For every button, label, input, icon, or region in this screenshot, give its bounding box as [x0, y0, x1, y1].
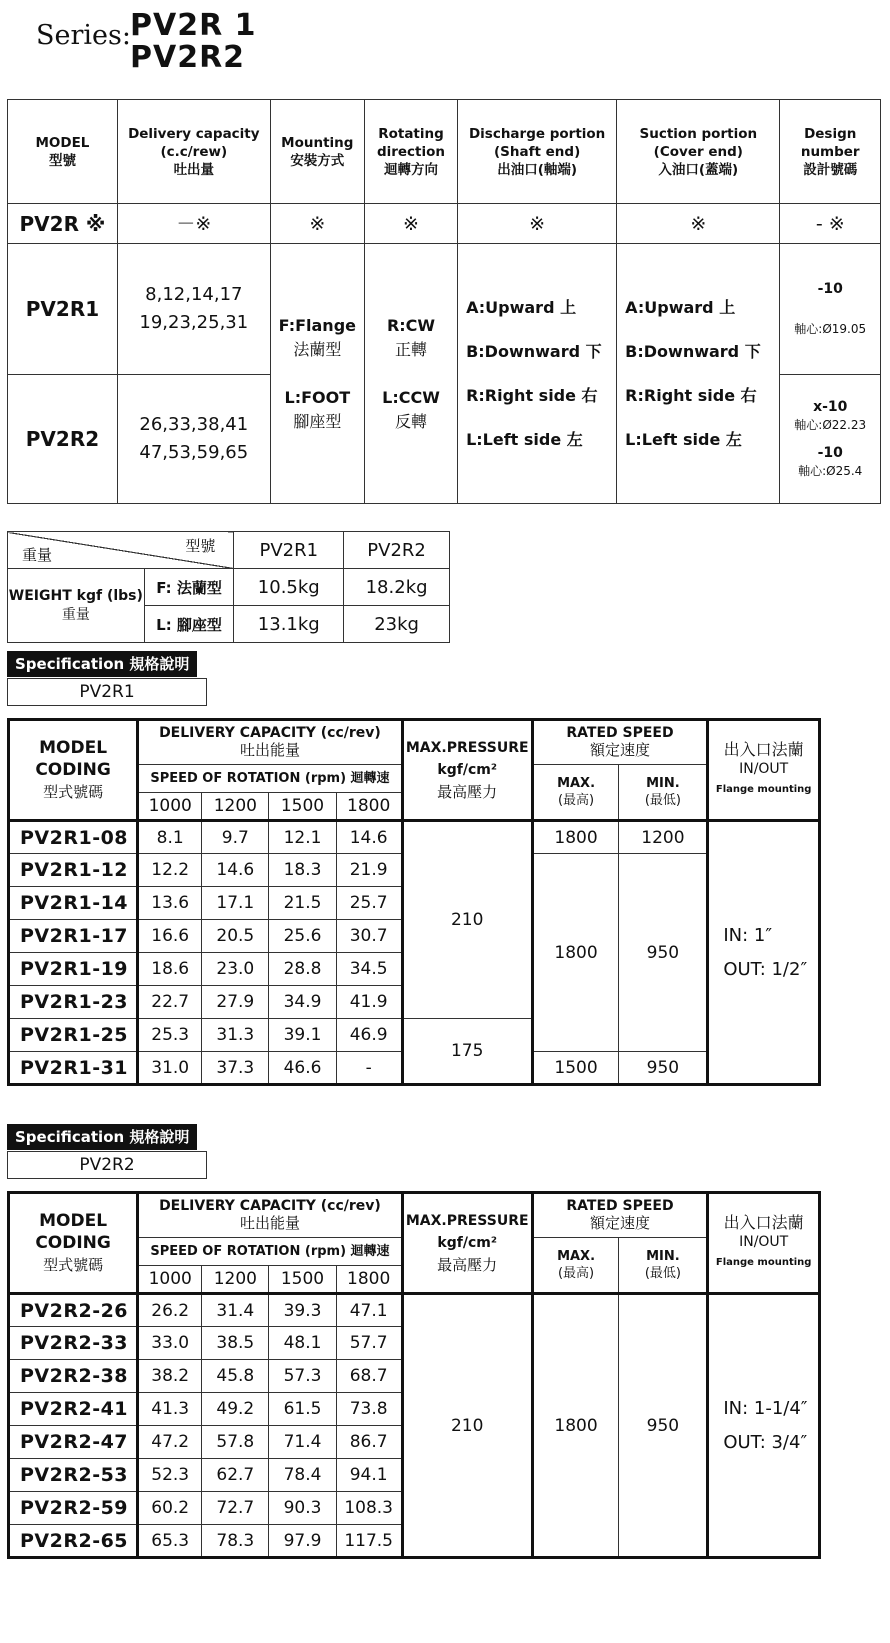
code-pattern-mounting: ※ [270, 204, 364, 244]
spec-value: 39.3 [269, 1294, 336, 1327]
code-pattern-rotation: ※ [364, 204, 457, 244]
spec-value: 52.3 [138, 1459, 202, 1492]
spec-header-max: MAX. (最高) [532, 1238, 619, 1294]
spec-speed-1200: 1200 [202, 1266, 269, 1294]
spec-value: 86.7 [336, 1426, 402, 1459]
table-row [9, 1294, 820, 1327]
weight-type-foot: L: 腳座型 [144, 606, 234, 643]
spec-model: PV2R2-33 [9, 1327, 138, 1360]
spec-flange-mounting: IN: 1-1/4″ OUT: 3/4″ [708, 1294, 820, 1558]
pv2r2-capacity: 26,33,38,41 47,53,59,65 [117, 375, 270, 504]
spec-value: 45.8 [202, 1360, 269, 1393]
code-pattern-row [8, 204, 881, 244]
spec-value: 25.7 [336, 887, 402, 920]
spec-value: 68.7 [336, 1360, 402, 1393]
weight-type-flange: F: 法蘭型 [144, 569, 234, 606]
spec-model: PV2R1-12 [9, 854, 138, 887]
spec-speed-1800: 1800 [336, 1266, 402, 1294]
spec-model: PV2R1-19 [9, 953, 138, 986]
spec-value: 17.1 [202, 887, 269, 920]
spec-speed-1000: 1000 [138, 793, 202, 821]
spec-value: 21.9 [336, 854, 402, 887]
spec-value: 49.2 [202, 1393, 269, 1426]
spec-model: PV2R2-41 [9, 1393, 138, 1426]
spec-value: 30.7 [336, 920, 402, 953]
spec-value: 57.3 [269, 1360, 336, 1393]
spec-min-speed: 950 [619, 854, 708, 1052]
spec-value: 27.9 [202, 986, 269, 1019]
spec-value: 8.1 [138, 821, 202, 854]
spec-table-pv2r2 [7, 1191, 821, 1559]
spec-value: 12.1 [269, 821, 336, 854]
spec-value: 57.7 [336, 1327, 402, 1360]
spec-subtitle-pv2r2: PV2R2 [7, 1151, 207, 1179]
spec-speed-1800: 1800 [336, 793, 402, 821]
spec-header-min: MIN. (最低) [619, 765, 708, 821]
model-code-table [7, 99, 881, 504]
header-design-number: Design number 設計號碼 [780, 100, 881, 204]
spec-value: 78.4 [269, 1459, 336, 1492]
spec-value: 41.3 [138, 1393, 202, 1426]
code-pattern-suction: ※ [617, 204, 780, 244]
spec-max-speed: 1800 [532, 821, 619, 854]
spec-value: 20.5 [202, 920, 269, 953]
spec-value: 38.5 [202, 1327, 269, 1360]
spec-value: 34.5 [336, 953, 402, 986]
spec-header-speed-of-rotation: SPEED OF ROTATION (rpm) 迴轉速 [138, 765, 403, 793]
weight-col-pv2r1: PV2R1 [234, 532, 344, 569]
spec-header-min: MIN. (最低) [619, 1238, 708, 1294]
spec-min-speed: 950 [619, 1052, 708, 1085]
rotation-options: R:CW 正轉 L:CCW 反轉 [364, 244, 457, 504]
spec-value: 97.9 [269, 1525, 336, 1558]
spec-value: 39.1 [269, 1019, 336, 1052]
spec-value: 31.4 [202, 1294, 269, 1327]
spec-value: 18.6 [138, 953, 202, 986]
spec-value: 46.6 [269, 1052, 336, 1085]
spec-header-rated-speed: RATED SPEED 額定速度 [532, 1193, 708, 1238]
spec-speed-1500: 1500 [269, 793, 336, 821]
spec-value: 9.7 [202, 821, 269, 854]
spec-header-flange: 出入口法蘭 IN/OUT Flange mounting [708, 1193, 820, 1294]
header-model: MODEL 型號 [8, 100, 118, 204]
spec-max-speed: 1800 [532, 1294, 619, 1558]
spec-value: 33.0 [138, 1327, 202, 1360]
spec-header-max: MAX. (最高) [532, 765, 619, 821]
weight-col-pv2r2: PV2R2 [344, 532, 450, 569]
spec-model: PV2R2-65 [9, 1525, 138, 1558]
spec-header-rated-speed: RATED SPEED 額定速度 [532, 720, 708, 765]
spec-model: PV2R1-14 [9, 887, 138, 920]
spec-value: 31.0 [138, 1052, 202, 1085]
header-mounting: Mounting 安裝方式 [270, 100, 364, 204]
weight-value: 13.1kg [234, 606, 344, 643]
spec-value: - [336, 1052, 402, 1085]
spec-value: 41.9 [336, 986, 402, 1019]
code-pattern-capacity: －※ [117, 204, 270, 244]
spec-value: 16.6 [138, 920, 202, 953]
spec-value: 78.3 [202, 1525, 269, 1558]
spec-value: 48.1 [269, 1327, 336, 1360]
spec-model: PV2R2-59 [9, 1492, 138, 1525]
spec-pressure-175: 175 [402, 1019, 532, 1085]
spec-value: 38.2 [138, 1360, 202, 1393]
pv2r2-design-number: x-10 軸心:Ø22.23 -10 軸心:Ø25.4 [780, 375, 881, 504]
spec-header-pressure: MAX.PRESSURE kgf/cm² 最高壓力 [402, 1193, 532, 1294]
discharge-options: A:Upward 上 B:Downward 下 R:Right side 右 L:Left side 左 [458, 244, 617, 504]
weight-label: WEIGHT kgf (lbs) 重量 [8, 569, 145, 643]
spec-model: PV2R1-17 [9, 920, 138, 953]
pv2r1-design-number: -10 軸心:Ø19.05 [780, 244, 881, 375]
series-name-2: PV2R2 [130, 40, 246, 75]
spec-value: 65.3 [138, 1525, 202, 1558]
spec-value: 28.8 [269, 953, 336, 986]
spec-badge-pv2r1: Specification 規格說明 [7, 651, 197, 677]
spec-min-speed: 1200 [619, 821, 708, 854]
spec-model: PV2R2-53 [9, 1459, 138, 1492]
mounting-options: F:Flange 法蘭型 L:FOOT 腳座型 [270, 244, 364, 504]
spec-value: 72.7 [202, 1492, 269, 1525]
spec-table-pv2r1 [7, 718, 821, 1086]
spec-pressure-210: 210 [402, 821, 532, 1019]
spec-model: PV2R2-47 [9, 1426, 138, 1459]
spec-badge-pv2r2: Specification 規格說明 [7, 1124, 197, 1150]
spec-value: 62.7 [202, 1459, 269, 1492]
pv2r1-capacity: 8,12,14,17 19,23,25,31 [117, 244, 270, 375]
spec-value: 37.3 [202, 1052, 269, 1085]
spec-speed-1000: 1000 [138, 1266, 202, 1294]
weight-corner-cell: 型號 重量 [8, 532, 234, 569]
code-pattern-design: - ※ [780, 204, 881, 244]
header-discharge-portion: Discharge portion (Shaft end) 出油口(軸端) [458, 100, 617, 204]
spec-value: 18.3 [269, 854, 336, 887]
spec-header-pressure: MAX.PRESSURE kgf/cm² 最高壓力 [402, 720, 532, 821]
spec-pressure: 210 [402, 1294, 532, 1558]
table-row [9, 821, 820, 854]
weight-table [7, 531, 450, 643]
spec-model: PV2R1-23 [9, 986, 138, 1019]
series-label: Series: [36, 20, 131, 51]
spec-flange-mounting: IN: 1″ OUT: 1/2″ [708, 821, 820, 1085]
spec-value: 94.1 [336, 1459, 402, 1492]
spec-model: PV2R1-08 [9, 821, 138, 854]
spec-max-speed: 1800 [532, 854, 619, 1052]
spec-value: 117.5 [336, 1525, 402, 1558]
header-delivery-capacity: Delivery capacity (c.c/rew) 吐出量 [117, 100, 270, 204]
spec-header-capacity: DELIVERY CAPACITY (cc/rev) 吐出能量 [138, 720, 403, 765]
spec-model: PV2R1-31 [9, 1052, 138, 1085]
weight-value: 18.2kg [344, 569, 450, 606]
spec-header-capacity: DELIVERY CAPACITY (cc/rev) 吐出能量 [138, 1193, 403, 1238]
spec-model: PV2R2-26 [9, 1294, 138, 1327]
spec-model: PV2R1-25 [9, 1019, 138, 1052]
spec-header-model-coding: MODEL CODING 型式號碼 [9, 720, 138, 821]
spec-value: 31.3 [202, 1019, 269, 1052]
spec-value: 12.2 [138, 854, 202, 887]
spec-value: 14.6 [336, 821, 402, 854]
header-suction-portion: Suction portion (Cover end) 入油口(蓋端) [617, 100, 780, 204]
header-rotating-direction: Rotating direction 迴轉方向 [364, 100, 457, 204]
spec-value: 90.3 [269, 1492, 336, 1525]
spec-model: PV2R2-38 [9, 1360, 138, 1393]
pv2r2-model: PV2R2 [8, 375, 118, 504]
spec-value: 73.8 [336, 1393, 402, 1426]
spec-value: 71.4 [269, 1426, 336, 1459]
spec-value: 46.9 [336, 1019, 402, 1052]
spec-max-speed: 1500 [532, 1052, 619, 1085]
spec-header-flange: 出入口法蘭 IN/OUT Flange mounting [708, 720, 820, 821]
spec-speed-1500: 1500 [269, 1266, 336, 1294]
spec-header-model-coding: MODEL CODING 型式號碼 [9, 1193, 138, 1294]
weight-value: 23kg [344, 606, 450, 643]
spec-value: 34.9 [269, 986, 336, 1019]
pv2r1-model: PV2R1 [8, 244, 118, 375]
spec-value: 21.5 [269, 887, 336, 920]
pv2r1-code-row [8, 244, 881, 375]
spec-value: 25.3 [138, 1019, 202, 1052]
spec-value: 22.7 [138, 986, 202, 1019]
spec-value: 25.6 [269, 920, 336, 953]
spec-value: 14.6 [202, 854, 269, 887]
spec-speed-1200: 1200 [202, 793, 269, 821]
spec-value: 26.2 [138, 1294, 202, 1327]
spec-value: 23.0 [202, 953, 269, 986]
spec-value: 47.1 [336, 1294, 402, 1327]
spec-value: 61.5 [269, 1393, 336, 1426]
spec-min-speed: 950 [619, 1294, 708, 1558]
code-pattern-discharge: ※ [458, 204, 617, 244]
spec-header-speed-of-rotation: SPEED OF ROTATION (rpm) 迴轉速 [138, 1238, 403, 1266]
spec-value: 13.6 [138, 887, 202, 920]
spec-value: 60.2 [138, 1492, 202, 1525]
weight-value: 10.5kg [234, 569, 344, 606]
spec-value: 57.8 [202, 1426, 269, 1459]
suction-options: A:Upward 上 B:Downward 下 R:Right side 右 L:Left side 左 [617, 244, 780, 504]
spec-value: 108.3 [336, 1492, 402, 1525]
series-name-1: PV2R 1 [130, 8, 257, 43]
code-pattern-model: PV2R ※ [8, 204, 118, 244]
code-table-header-row [8, 100, 881, 204]
spec-value: 47.2 [138, 1426, 202, 1459]
spec-subtitle-pv2r1: PV2R1 [7, 678, 207, 706]
